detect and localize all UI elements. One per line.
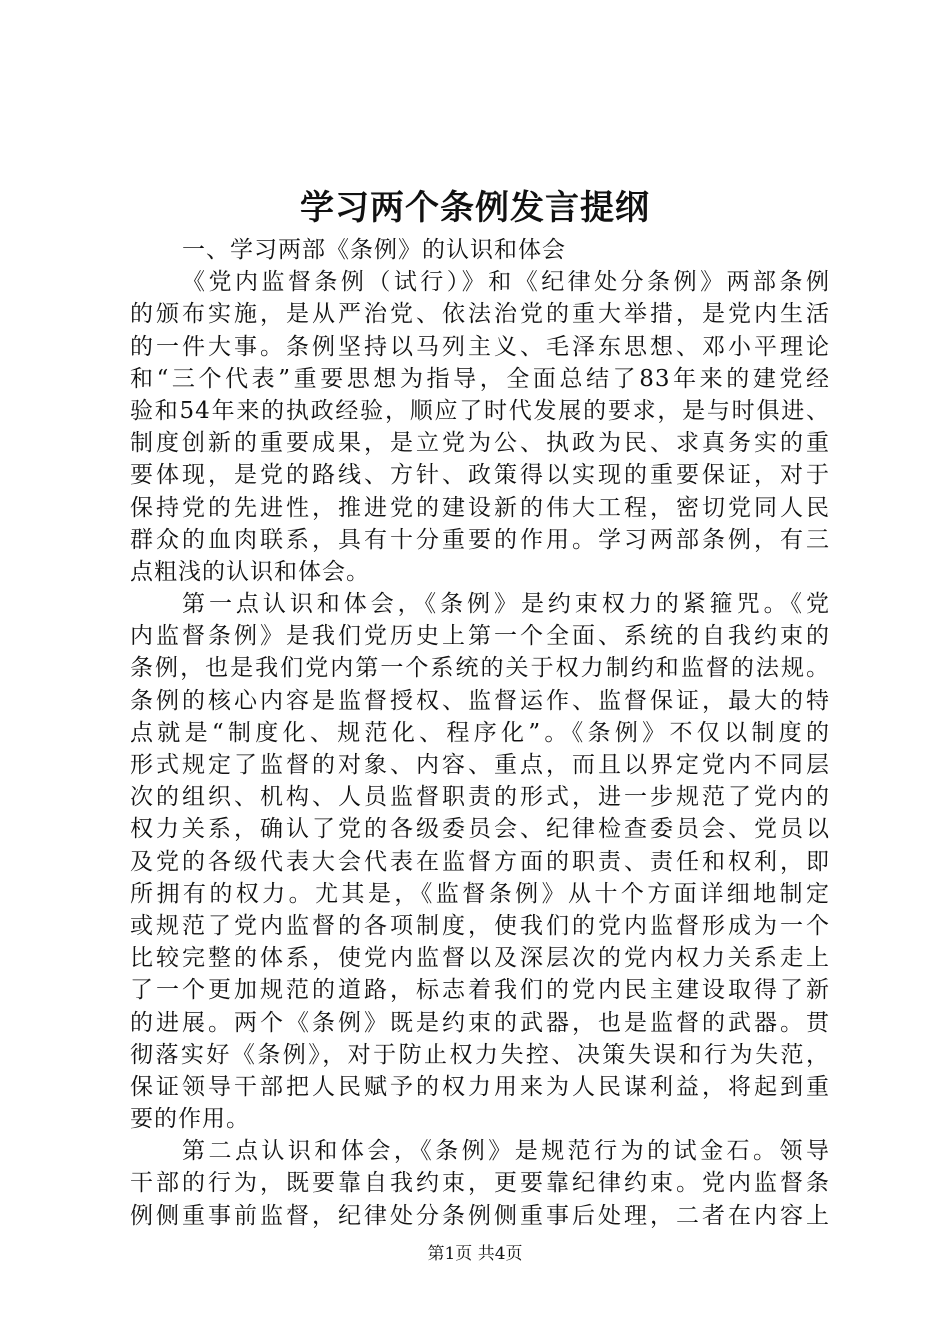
paragraph-line: 所拥有的权力。尤其是，《监督条例》从十个方面详细地制定 <box>130 880 830 907</box>
paragraph-line: 第一点认识和体会，《条例》是约束权力的紧箍咒。《党 <box>182 591 830 618</box>
page-number-footer: 第1页 共4页 <box>427 1244 523 1264</box>
paragraph-line: 第二点认识和体会，《条例》是规范行为的试金石。领导 <box>182 1138 830 1165</box>
document-body <box>130 234 830 1232</box>
paragraph-line: 点粗浅的认识和体会。 <box>130 558 370 585</box>
paragraph-line: 及党的各级代表大会代表在监督方面的职责、责任和权利，即 <box>130 848 830 875</box>
paragraph-line: 保持党的先进性，推进党的建设新的伟大工程，密切党同人民 <box>130 494 830 521</box>
paragraph-line: 要体现，是党的路线、方针、政策得以实现的重要保证，对于 <box>130 462 830 489</box>
paragraph-line: 制度创新的重要成果，是立党为公、执政为民、求真务实的重 <box>130 430 830 457</box>
paragraph-line: 条例的核心内容是监督授权、监督运作、监督保证，最大的特 <box>130 687 830 714</box>
paragraph-line: 验和54年来的执政经验，顺应了时代发展的要求，是与时俱进、 <box>130 397 830 424</box>
paragraph-line: 要的作用。 <box>130 1106 250 1133</box>
paragraph-line: 保证领导干部把人民赋予的权力用来为人民谋利益，将起到重 <box>130 1073 830 1100</box>
paragraph-line: 和“三个代表”重要思想为指导，全面总结了83年来的建党经 <box>130 365 830 392</box>
paragraph-line: 点就是“制度化、规范化、程序化”。《条例》不仅以制度的 <box>130 719 830 746</box>
paragraph-line: 的进展。两个《条例》既是约束的武器，也是监督的武器。贯 <box>130 1009 830 1036</box>
paragraph-line: 比较完整的体系，使党内监督以及深层次的党内权力关系走上 <box>130 945 830 972</box>
paragraph-line: 干部的行为，既要靠自我约束，更要靠纪律约束。党内监督条 <box>130 1170 830 1197</box>
paragraph-line: 内监督条例》是我们党历史上第一个全面、系统的自我约束的 <box>130 623 830 650</box>
paragraph-line: 或规范了党内监督的各项制度，使我们的党内监督形成为一个 <box>130 912 830 939</box>
document-title: 学习两个条例发言提纲 <box>300 188 650 228</box>
paragraph-line: 的一件大事。条例坚持以马列主义、毛泽东思想、邓小平理论 <box>130 333 830 360</box>
paragraph-line: 了一个更加规范的道路，标志着我们的党内民主建设取得了新 <box>130 977 830 1004</box>
paragraph-line: 次的组织、机构、人员监督职责的形式，进一步规范了党内的 <box>130 784 830 811</box>
paragraph-line: 形式规定了监督的对象、内容、重点，而且以界定党内不同层 <box>130 752 830 778</box>
paragraph-line: 《党内监督条例（试行）》和《纪律处分条例》两部条例 <box>182 269 830 296</box>
paragraph-line: 的颁布实施，是从严治党、依法治党的重大举措，是党内生活 <box>130 301 830 328</box>
paragraph-line: 群众的血肉联系，具有十分重要的作用。学习两部条例，有三 <box>130 526 830 553</box>
paragraph-line: 例侧重事前监督，纪律处分条例侧重事后处理，二者在内容上 <box>130 1202 830 1229</box>
paragraph-line: 条例，也是我们党内第一个系统的关于权力制约和监督的法规。 <box>130 655 830 682</box>
section-heading: 一、学习两部《条例》的认识和体会 <box>182 237 566 263</box>
paragraph-line: 彻落实好《条例》，对于防止权力失控、决策失误和行为失范， <box>130 1041 830 1068</box>
paragraph-line: 权力关系，确认了党的各级委员会、纪律检查委员会、党员以 <box>130 816 830 843</box>
